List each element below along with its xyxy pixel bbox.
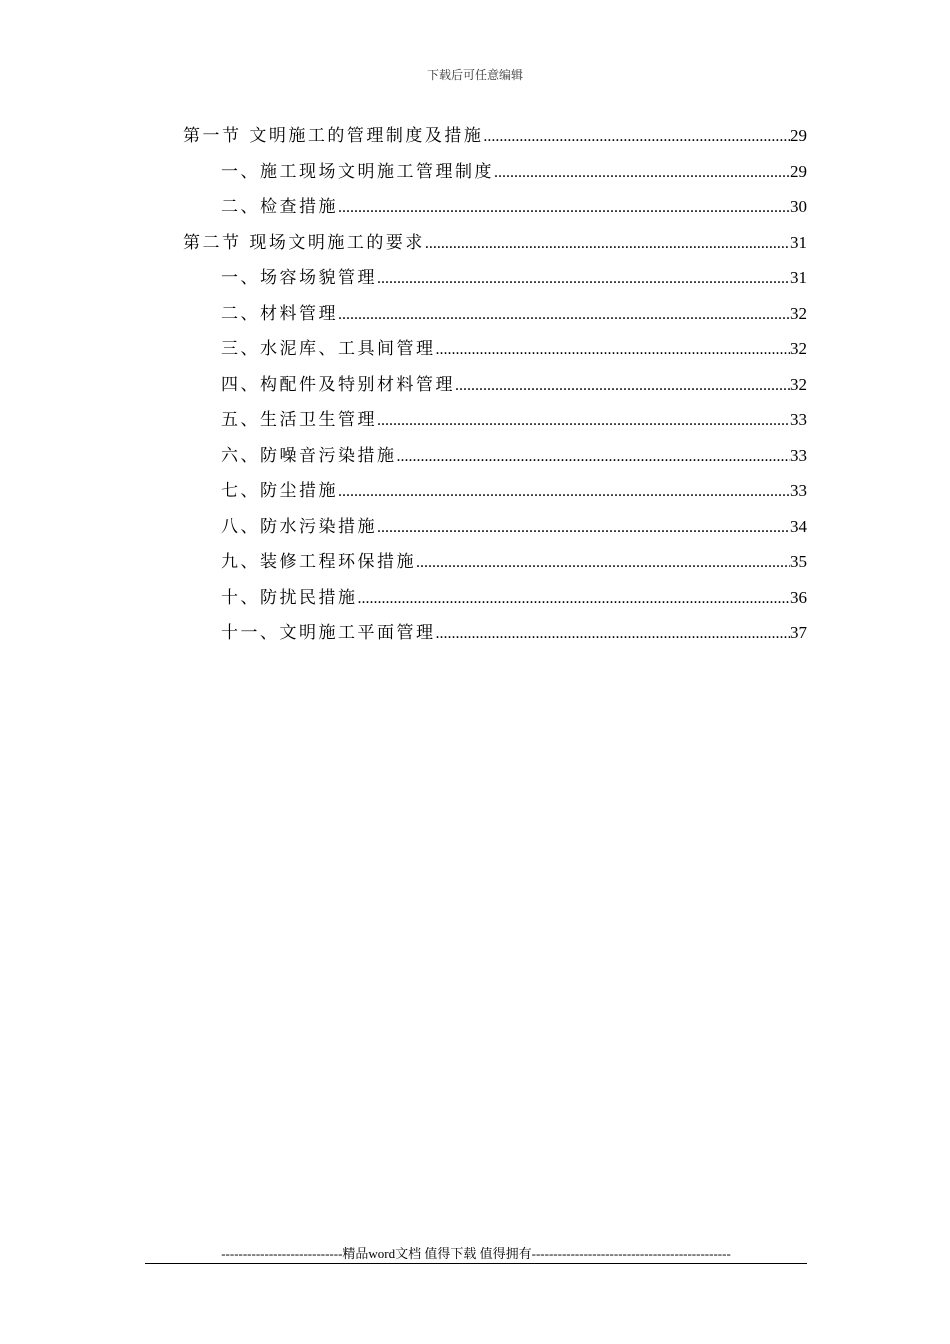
toc-entry-title: 一、施工现场文明施工管理制度 — [221, 161, 494, 182]
toc-dot-leader — [397, 439, 791, 475]
toc-dot-leader — [338, 190, 790, 226]
toc-entry[interactable] — [183, 296, 807, 332]
toc-entry[interactable] — [183, 509, 807, 545]
toc-entry-title: 十、防扰民措施 — [221, 587, 358, 608]
toc-entry-title: 第一节 文明施工的管理制度及措施 — [183, 126, 484, 146]
toc-entry-page: 29 — [790, 126, 807, 145]
toc-entry-page: 33 — [790, 445, 807, 465]
toc-entry-page: 32 — [790, 303, 807, 323]
toc-dot-leader — [436, 616, 791, 652]
toc-dot-leader — [377, 261, 790, 297]
toc-entry[interactable] — [183, 615, 807, 651]
toc-entry[interactable] — [183, 438, 807, 474]
toc-entry-title: 五、生活卫生管理 — [221, 410, 377, 430]
page-footer: ----------------------------精品word文档 值得下载 值得拥有---------------------------------------------- — [221, 1246, 731, 1261]
toc-entry-title: 三、水泥库、工具间管理 — [221, 339, 436, 359]
toc-entry-title: 八、防水污染措施 — [221, 516, 377, 537]
toc-dot-leader — [338, 297, 790, 333]
toc-entry-page: 32 — [790, 339, 807, 358]
table-of-contents — [183, 118, 807, 651]
toc-dot-leader — [358, 581, 791, 617]
toc-entry-title: 二、材料管理 — [221, 303, 338, 324]
toc-entry[interactable] — [183, 580, 807, 616]
toc-entry-title: 七、防尘措施 — [221, 481, 338, 501]
toc-entry-page: 32 — [790, 374, 807, 394]
toc-entry-page: 31 — [790, 268, 807, 287]
toc-entry[interactable] — [183, 189, 807, 225]
toc-dot-leader — [483, 119, 790, 155]
toc-dot-leader — [416, 545, 790, 581]
toc-entry-page: 35 — [790, 552, 807, 571]
toc-entry[interactable] — [183, 402, 807, 438]
toc-entry[interactable] — [183, 544, 807, 580]
toc-entry-page: 36 — [790, 587, 807, 607]
page-header: 下载后可任意编辑 — [426, 68, 523, 82]
toc-entry-page: 33 — [790, 481, 807, 500]
toc-entry-title: 四、构配件及特别材料管理 — [221, 374, 455, 395]
toc-dot-leader — [436, 332, 791, 368]
toc-entry-page: 33 — [790, 410, 807, 429]
toc-dot-leader — [494, 155, 790, 191]
footer-divider — [145, 1263, 807, 1264]
toc-entry[interactable] — [183, 154, 807, 190]
toc-entry[interactable] — [183, 225, 807, 261]
toc-dot-leader — [377, 510, 790, 546]
toc-entry[interactable] — [183, 473, 807, 509]
toc-dot-leader — [455, 368, 790, 404]
toc-entry-page: 34 — [790, 516, 807, 536]
toc-entry-page: 31 — [790, 232, 807, 252]
toc-entry-title: 九、装修工程环保措施 — [221, 552, 416, 572]
toc-dot-leader — [338, 474, 790, 510]
toc-entry-page: 30 — [790, 197, 807, 216]
toc-dot-leader — [377, 403, 790, 439]
toc-dot-leader — [425, 226, 790, 262]
toc-entry-title: 第二节 现场文明施工的要求 — [183, 232, 425, 253]
toc-entry-page: 29 — [790, 161, 807, 181]
toc-entry[interactable] — [183, 118, 807, 154]
toc-entry-title: 十一、文明施工平面管理 — [221, 623, 436, 643]
toc-entry-title: 二、检查措施 — [221, 197, 338, 217]
toc-entry[interactable] — [183, 260, 807, 296]
toc-entry[interactable] — [183, 367, 807, 403]
toc-entry-page: 37 — [790, 623, 807, 642]
toc-entry[interactable] — [183, 331, 807, 367]
toc-entry-title: 一、场容场貌管理 — [221, 268, 377, 288]
toc-entry-title: 六、防噪音污染措施 — [221, 445, 397, 466]
